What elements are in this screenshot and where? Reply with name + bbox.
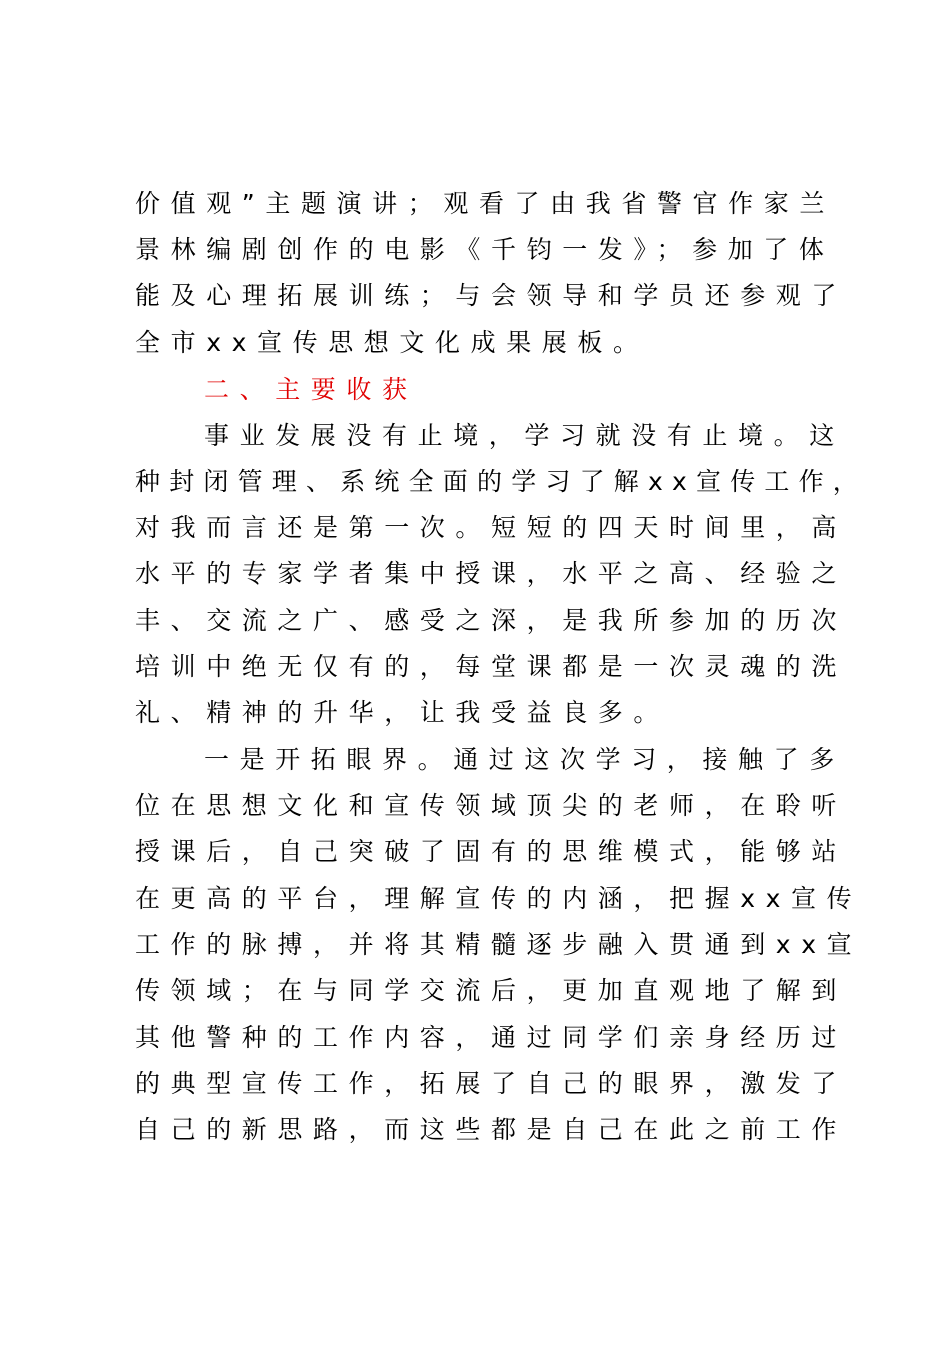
body-line: 水平的专家学者集中授课，水平之高、经验之 xyxy=(135,559,848,588)
body-line: 丰、交流之广、感受之深，是我所参加的历次 xyxy=(135,606,848,635)
body-line: 自己的新思路，而这些都是自己在此之前工作 xyxy=(135,1115,848,1144)
paragraph-first-line: 一是开拓眼界。通过这次学习，接触了多 xyxy=(204,745,845,774)
body-line: 工作的脉搏，并将其精髓逐步融入贯通到xx宣 xyxy=(135,930,863,959)
body-line: 其他警种的工作内容，通过同学们亲身经历过 xyxy=(135,1023,848,1052)
paragraph-first-line: 事业发展没有止境，学习就没有止境。这 xyxy=(204,421,845,450)
body-line: 的典型宣传工作，拓展了自己的眼界，激发了 xyxy=(135,1069,848,1098)
body-line: 景林编剧创作的电影《千钧一发》；参加了体 xyxy=(135,235,835,264)
section-heading: 二、主要收获 xyxy=(204,375,418,404)
body-line: 在更高的平台，理解宣传的内涵，把握xx宣传 xyxy=(135,884,863,913)
body-line: 授课后，自己突破了固有的思维模式，能够站 xyxy=(135,837,848,866)
body-line: 位在思想文化和宣传领域顶尖的老师，在聆听 xyxy=(135,791,848,820)
body-line: 全市xx宣传思想文化成果展板。 xyxy=(135,328,649,357)
body-line: 培训中绝无仅有的，每堂课都是一次灵魂的洗 xyxy=(135,652,848,681)
body-line: 礼、精神的升华，让我受益良多。 xyxy=(135,698,670,727)
body-line: 价值观”主题演讲；观看了由我省警官作家兰 xyxy=(135,189,835,218)
body-line: 种封闭管理、系统全面的学习了解xx宣传工作， xyxy=(135,467,867,496)
body-line: 能及心理拓展训练；与会领导和学员还参观了 xyxy=(135,281,848,310)
body-line: 传领域；在与同学交流后，更加直观地了解到 xyxy=(135,976,848,1005)
body-line: 对我而言还是第一次。短短的四天时间里，高 xyxy=(135,513,848,542)
